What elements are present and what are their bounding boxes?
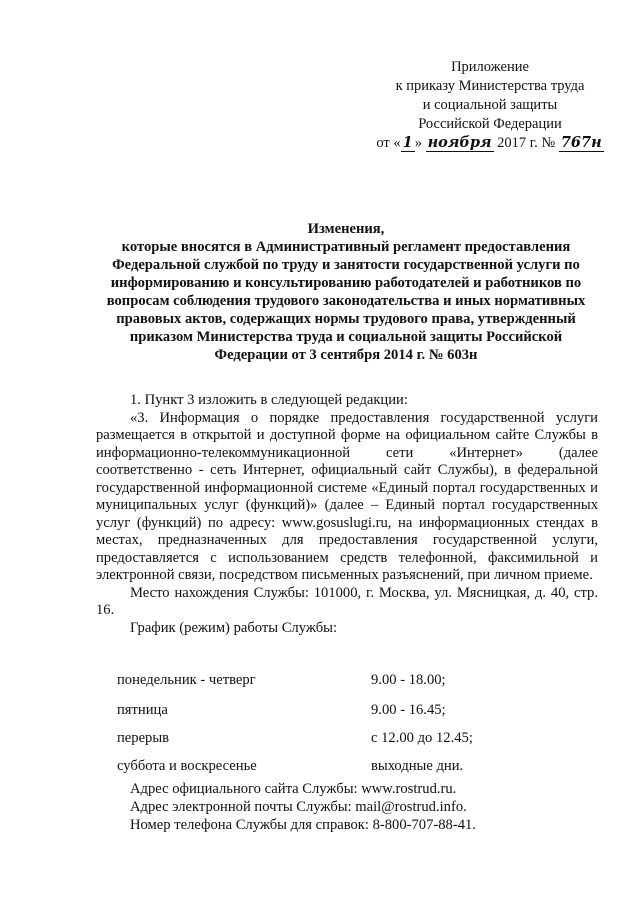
schedule-row bbox=[117, 758, 557, 776]
schedule-time: выходные дни. bbox=[371, 758, 464, 774]
title-text: которые вносятся в Административный регламент предоставления Федеральной службой по труду и занятости государственной услуги по информированию и консультированию работодателей и работников по вопросам соблюдения трудового законодательства и иных нормативных правовых актов, содержащих нормы трудового права, утвержденный приказом Министерства труда и социальной защиты Российской Федерации от 3 сентября 2014 г. № 603н bbox=[106, 239, 586, 363]
paragraph-location: Место нахождения Службы: 101000, г. Москва, ул. Мясницкая, д. 40, стр. 16. bbox=[96, 584, 598, 618]
schedule-row bbox=[117, 730, 557, 748]
schedule-day: пятница bbox=[117, 702, 168, 718]
appendix-block bbox=[360, 58, 620, 153]
paragraph-info: «3. Информация о порядке предоставления государственной услуги размещается в открытой и доступной форме на официальном сайте Службы в информационно-телекоммуникационной сети «Интернет» (далее соответственно - сеть Интернет, официальный сайт Службы), в федеральной государственной информационной системе «Единый портал государственных и муниципальных услуг (функций)» (далее – Единый портал государственных услуг (функций) по адресу: www.gosuslugi.ru, на информационных стендах в местах, предназначенных для предоставления государственной услуги, предоставляется с использованием средств телефонной, факсимильной и электронной связи, посредством письменных разъяснений, при личном приеме. bbox=[96, 409, 598, 583]
contact-phone: Номер телефона Службы для справок: 8-800-707-88-41. bbox=[130, 817, 476, 833]
schedule-row bbox=[117, 672, 557, 690]
item-1: 1. Пункт 3 изложить в следующей редакции: bbox=[130, 392, 408, 408]
document-title bbox=[96, 220, 596, 364]
appendix-date-line bbox=[360, 134, 620, 153]
appendix-country-line: Российской Федерации bbox=[418, 116, 562, 132]
document-body bbox=[96, 392, 598, 637]
appendix-order-line: к приказу Министерства труда bbox=[395, 78, 585, 94]
schedule-time: с 12.00 до 12.45; bbox=[371, 730, 473, 746]
date-year: 2017 г. № bbox=[497, 135, 556, 151]
schedule-time: 9.00 - 16.45; bbox=[371, 702, 446, 718]
date-month: ноября bbox=[427, 134, 492, 151]
date-mid: » bbox=[414, 135, 422, 151]
schedule-day: суббота и воскресенье bbox=[117, 758, 257, 774]
appendix-ministry-line: и социальной защиты bbox=[422, 97, 558, 113]
schedule-day: понедельник - четверг bbox=[117, 672, 256, 688]
title-heading: Изменения, bbox=[307, 221, 385, 237]
order-number: 767н bbox=[560, 134, 602, 151]
contact-site: Адрес официального сайта Службы: www.rostrud.ru. bbox=[130, 781, 457, 797]
contacts-block bbox=[130, 780, 610, 834]
date-day: 1 bbox=[402, 134, 413, 151]
appendix-title: Приложение bbox=[451, 59, 529, 75]
schedule-time: 9.00 - 18.00; bbox=[371, 672, 446, 688]
schedule-day: перерыв bbox=[117, 730, 170, 746]
contact-email: Адрес электронной почты Службы: mail@rostrud.info. bbox=[130, 799, 467, 815]
date-prefix: от « bbox=[376, 135, 401, 151]
schedule-row bbox=[117, 702, 557, 720]
schedule-label: График (режим) работы Службы: bbox=[130, 619, 337, 636]
